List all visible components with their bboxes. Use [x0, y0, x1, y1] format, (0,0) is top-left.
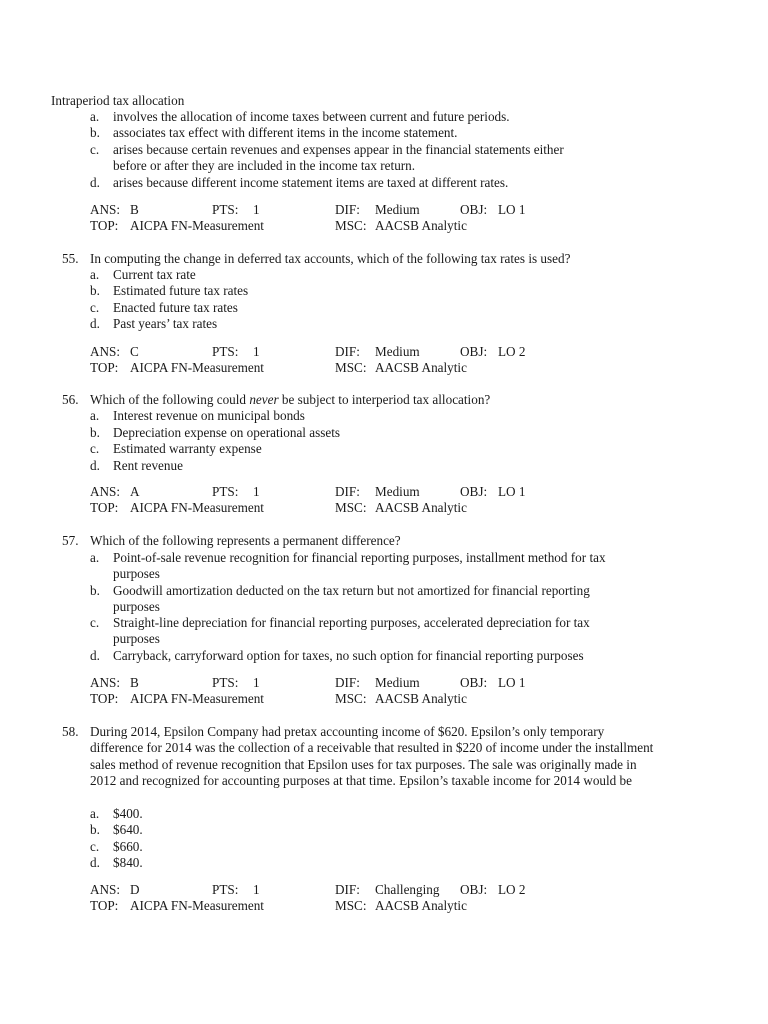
option-text: involves the allocation of income taxes between current and future periods. — [113, 109, 510, 124]
msc-label: MSC: — [335, 500, 367, 515]
obj-value: LO 2 — [498, 882, 526, 897]
option-letter: d. — [90, 855, 100, 870]
option-letter: d. — [90, 175, 100, 190]
top-value: AICPA FN-Measurement — [130, 898, 264, 913]
option-text: Straight-line depreciation for financial reporting purposes, accelerated depreciation for tax purposes — [113, 615, 590, 647]
ans-label: ANS: — [90, 202, 121, 217]
answer-metadata — [0, 202, 768, 234]
msc-value: AACSB Analytic — [375, 360, 467, 375]
obj-value: LO 2 — [498, 344, 526, 359]
dif-value: Medium — [375, 484, 420, 499]
option-text: associates tax effect with different items in the income statement. — [113, 125, 458, 140]
option-text: Estimated warranty expense — [113, 441, 262, 456]
option-letter: a. — [90, 408, 100, 423]
option-text: $660. — [113, 839, 143, 854]
option-text: arises because certain revenues and expenses appear in the financial statements either before or after they are included in the income tax return. — [113, 142, 564, 174]
msc-label: MSC: — [335, 360, 367, 375]
dif-value: Challenging — [375, 882, 440, 897]
option-letter: b. — [90, 583, 100, 598]
pts-value: 1 — [253, 202, 260, 217]
msc-value: AACSB Analytic — [375, 500, 467, 515]
stem-text: be subject to interperiod tax allocation? — [278, 392, 491, 407]
option-letter: b. — [90, 822, 100, 837]
pts-label: PTS: — [212, 675, 239, 690]
question-number: 57. — [62, 533, 79, 548]
top-label: TOP: — [90, 898, 119, 913]
option-letter: a. — [90, 267, 100, 282]
obj-value: LO 1 — [498, 484, 526, 499]
top-label: TOP: — [90, 218, 119, 233]
msc-label: MSC: — [335, 691, 367, 706]
option-letter: c. — [90, 142, 100, 157]
dif-value: Medium — [375, 202, 420, 217]
option-letter: b. — [90, 425, 100, 440]
obj-label: OBJ: — [460, 675, 488, 690]
pts-label: PTS: — [212, 344, 239, 359]
msc-label: MSC: — [335, 218, 367, 233]
msc-label: MSC: — [335, 898, 367, 913]
dif-label: DIF: — [335, 202, 360, 217]
option-text: Carryback, carryforward option for taxes, no such option for financial reporting purposes — [113, 648, 584, 663]
option-text: Interest revenue on municipal bonds — [113, 408, 305, 423]
question-stem: During 2014, Epsilon Company had pretax accounting income of $620. Epsilon’s only temporary difference for 2014 was the collection of a receivable that resulted in $220 of income under the installment sales method of revenue recognition that Epsilon uses for tax purposes. The sale was originally made in 2012 and recognized for accounting purposes at that time. Epsilon’s taxable income for 2014 would be — [90, 724, 654, 789]
option-letter: a. — [90, 109, 100, 124]
option-text: Past years’ tax rates — [113, 316, 218, 331]
obj-label: OBJ: — [460, 484, 488, 499]
obj-value: LO 1 — [498, 202, 526, 217]
question-stem — [90, 392, 630, 408]
option-letter: c. — [90, 441, 100, 456]
option-letter: b. — [90, 125, 100, 140]
pts-value: 1 — [253, 882, 260, 897]
dif-label: DIF: — [335, 882, 360, 897]
question-number: 56. — [62, 392, 79, 407]
option-letter: a. — [90, 550, 100, 565]
pts-value: 1 — [253, 675, 260, 690]
top-label: TOP: — [90, 360, 119, 375]
option-letter: c. — [90, 615, 100, 630]
stem-emphasis: never — [249, 392, 279, 407]
answer-metadata — [0, 882, 768, 914]
question-stem: Which of the following represents a permanent difference? — [90, 533, 401, 548]
top-value: AICPA FN-Measurement — [130, 500, 264, 515]
top-value: AICPA FN-Measurement — [130, 360, 264, 375]
option-text: $640. — [113, 822, 143, 837]
msc-value: AACSB Analytic — [375, 218, 467, 233]
question-stem: In computing the change in deferred tax accounts, which of the following tax rates is used? — [90, 251, 571, 266]
pts-label: PTS: — [212, 484, 239, 499]
top-label: TOP: — [90, 500, 119, 515]
answer-metadata — [0, 344, 768, 376]
question-number: 55. — [62, 251, 79, 266]
pts-label: PTS: — [212, 202, 239, 217]
option-text: Current tax rate — [113, 267, 196, 282]
dif-label: DIF: — [335, 344, 360, 359]
obj-label: OBJ: — [460, 344, 488, 359]
answer-metadata — [0, 484, 768, 516]
dif-value: Medium — [375, 675, 420, 690]
obj-value: LO 1 — [498, 675, 526, 690]
msc-value: AACSB Analytic — [375, 691, 467, 706]
dif-label: DIF: — [335, 484, 360, 499]
obj-label: OBJ: — [460, 882, 488, 897]
ans-label: ANS: — [90, 675, 121, 690]
option-letter: a. — [90, 806, 100, 821]
dif-label: DIF: — [335, 675, 360, 690]
question-number: 58. — [62, 724, 79, 739]
stem-text: Which of the following could — [90, 392, 250, 407]
ans-value: C — [130, 344, 139, 359]
ans-label: ANS: — [90, 344, 121, 359]
option-letter: c. — [90, 300, 100, 315]
option-letter: c. — [90, 839, 100, 854]
top-value: AICPA FN-Measurement — [130, 691, 264, 706]
option-text: Estimated future tax rates — [113, 283, 249, 298]
option-text: Enacted future tax rates — [113, 300, 238, 315]
option-text: $840. — [113, 855, 143, 870]
ans-value: B — [130, 675, 139, 690]
ans-label: ANS: — [90, 484, 121, 499]
msc-value: AACSB Analytic — [375, 898, 467, 913]
pts-value: 1 — [253, 344, 260, 359]
option-letter: d. — [90, 458, 100, 473]
option-text: $400. — [113, 806, 143, 821]
pts-value: 1 — [253, 484, 260, 499]
pts-label: PTS: — [212, 882, 239, 897]
option-letter: d. — [90, 316, 100, 331]
dif-value: Medium — [375, 344, 420, 359]
obj-label: OBJ: — [460, 202, 488, 217]
option-text: Rent revenue — [113, 458, 183, 473]
ans-value: D — [130, 882, 140, 897]
option-letter: d. — [90, 648, 100, 663]
ans-value: A — [130, 484, 140, 499]
option-text: Point-of-sale revenue recognition for financial reporting purposes, installment method for tax purposes — [113, 550, 606, 582]
answer-metadata — [0, 675, 768, 707]
option-letter: b. — [90, 283, 100, 298]
top-label: TOP: — [90, 691, 119, 706]
option-text: arises because different income statement items are taxed at different rates. — [113, 175, 509, 190]
ans-label: ANS: — [90, 882, 121, 897]
option-text: Goodwill amortization deducted on the tax return but not amortized for financial reporting purposes — [113, 583, 590, 615]
option-text: Depreciation expense on operational assets — [113, 425, 341, 440]
ans-value: B — [130, 202, 139, 217]
question-stem: Intraperiod tax allocation — [51, 93, 185, 108]
top-value: AICPA FN-Measurement — [130, 218, 264, 233]
